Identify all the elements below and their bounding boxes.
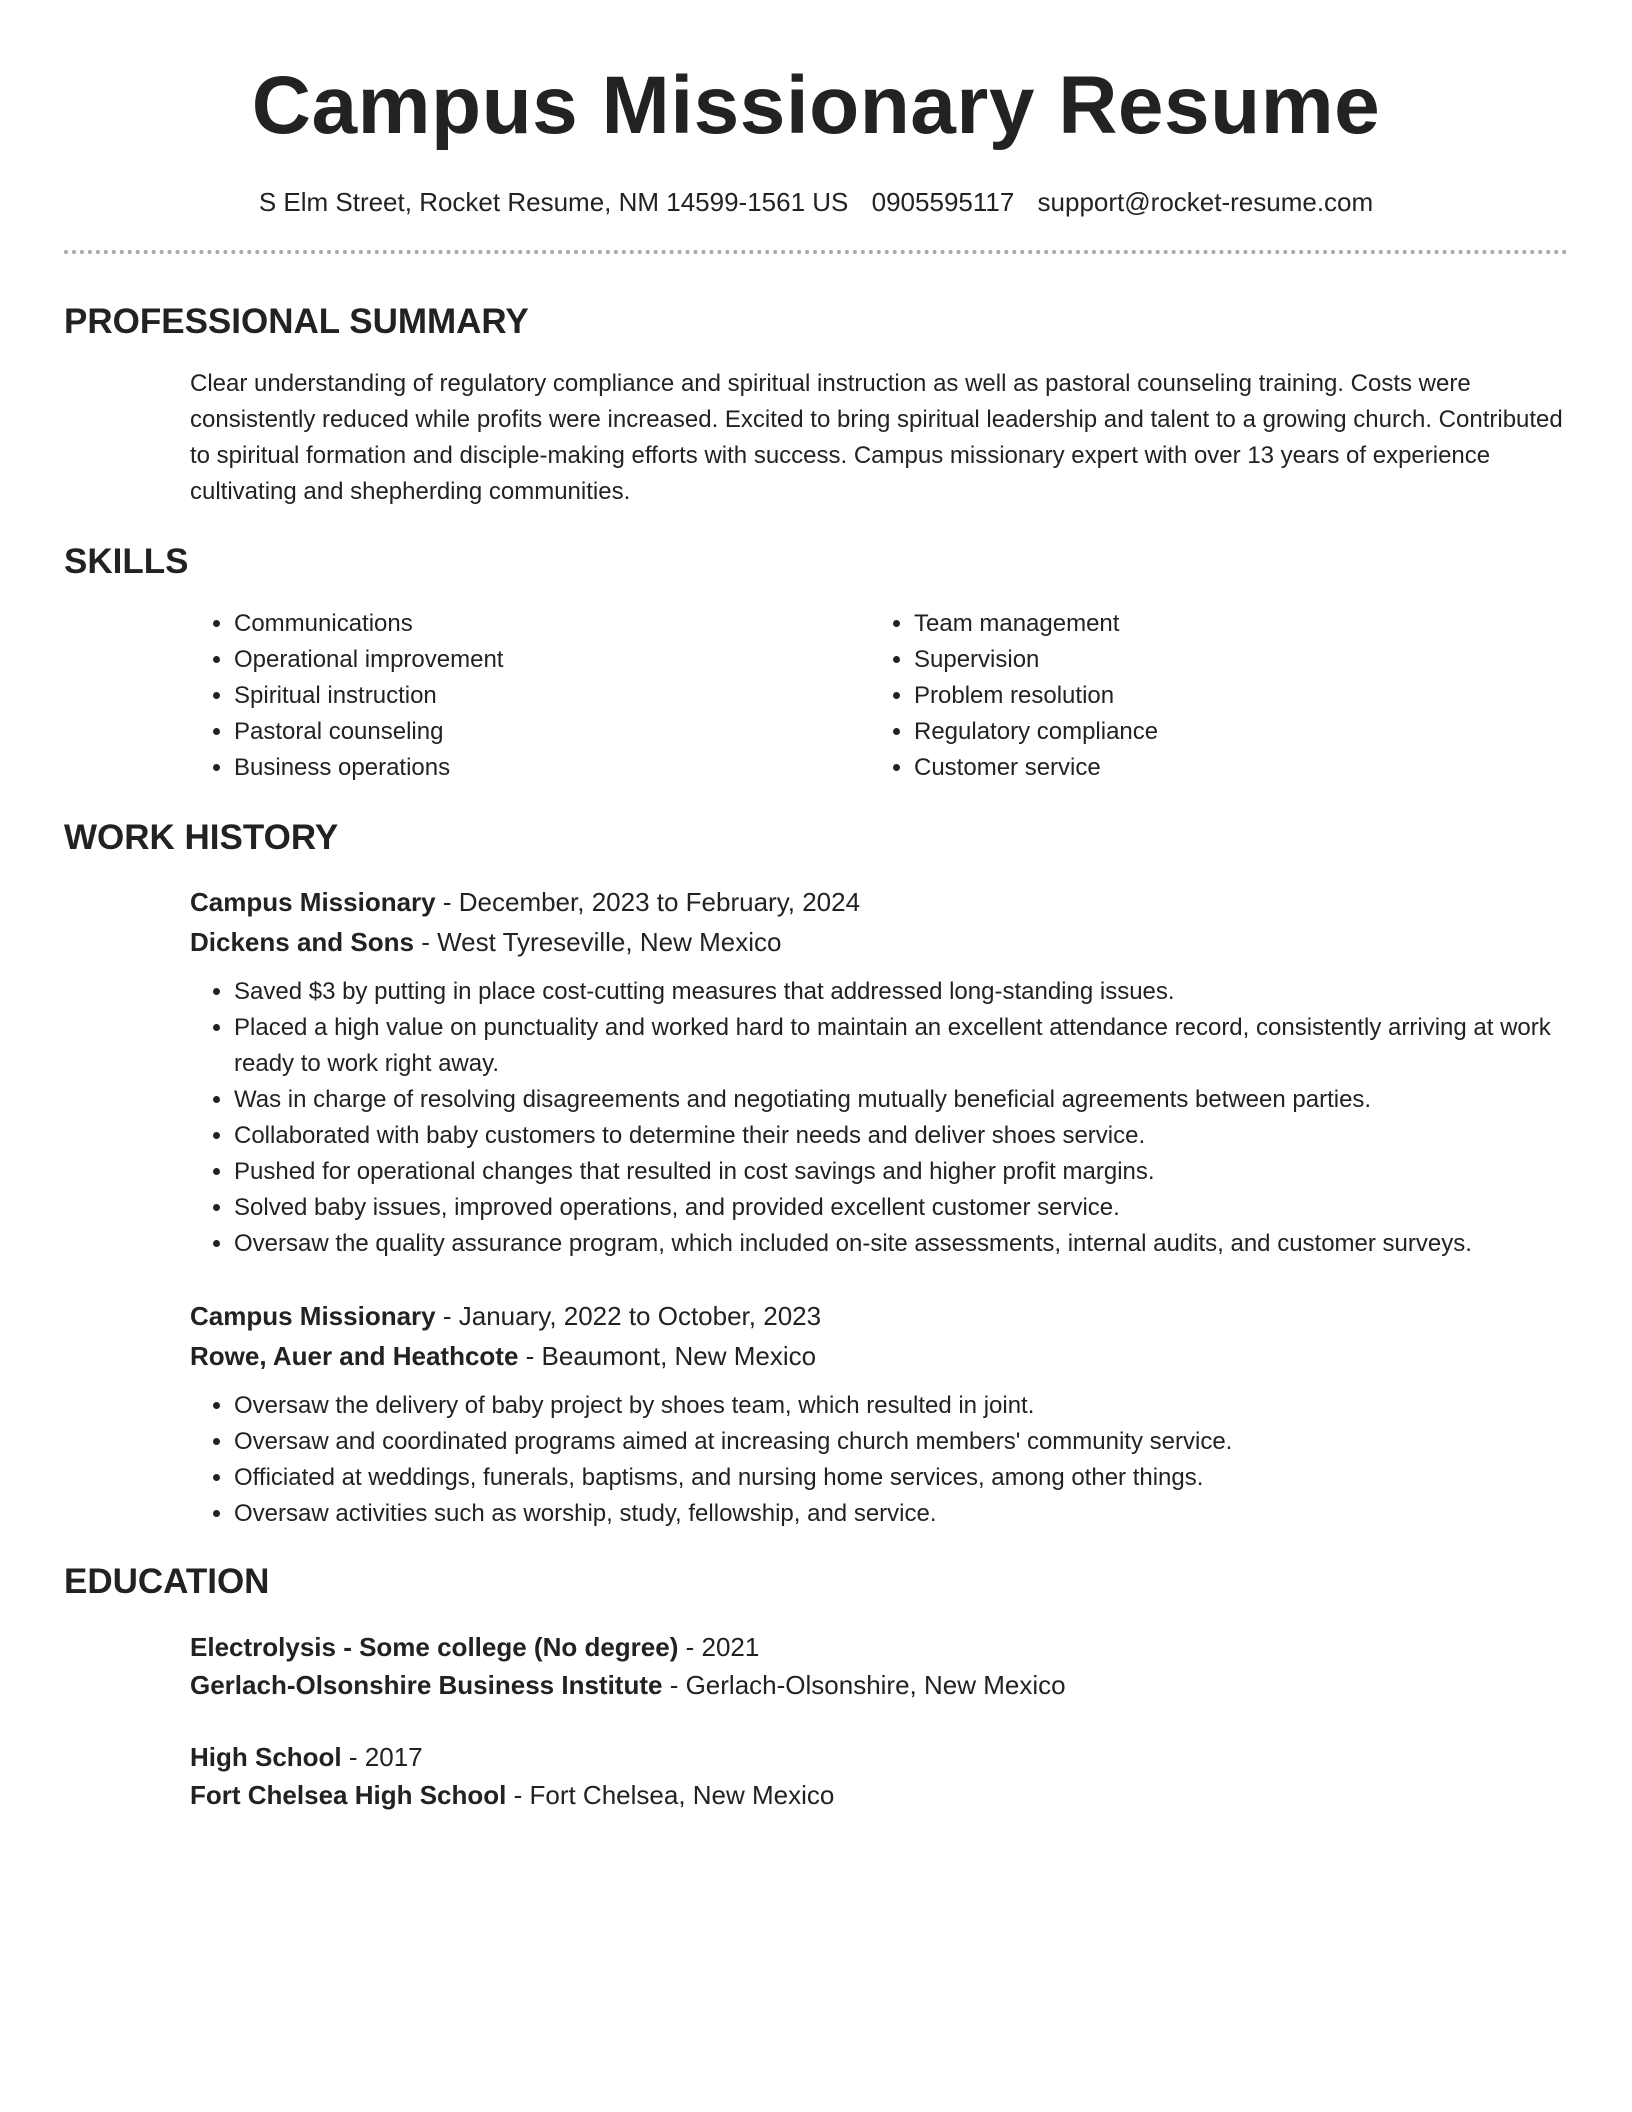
education-year: - 2017 [341,1742,423,1772]
job-bullets [190,974,1568,1262]
job-title-line [190,1296,1568,1336]
contact-email: support@rocket-resume.com [1037,187,1374,217]
skill-item: • Customer service [914,750,1158,786]
contact-phone: 0905595117 [871,187,1015,217]
job-bullet: • Pushed for operational changes that resulted in cost savings and higher profit margins. [234,1154,1568,1190]
header-divider [64,250,1568,254]
job-bullet: • Collaborated with baby customers to determine their needs and deliver shoes service. [234,1118,1568,1154]
contact-line [64,184,1568,220]
job-bullet: • Officiated at weddings, funerals, baptisms, and nursing home services, among other things. [234,1460,1568,1496]
education-entry [190,1738,1568,1814]
skill-item: • Pastoral counseling [234,714,870,750]
job-company: Dickens and Sons [190,927,414,957]
resume-title: Campus Missionary Resume [251,60,1381,151]
skill-item: • Business operations [234,750,870,786]
education-location: - Fort Chelsea, New Mexico [506,1780,835,1810]
skills-heading: SKILLS [64,542,189,581]
education-school-line [190,1776,1568,1814]
skill-item: • Supervision [914,642,1158,678]
education-school: Gerlach-Olsonshire Business Institute [190,1670,663,1700]
job-bullets [190,1388,1568,1532]
work-history-heading: WORK HISTORY [64,818,339,857]
skill-item: • Team management [914,606,1158,642]
job-bullet: • Placed a high value on punctuality and worked hard to maintain an excellent attendance record, consistently arriving at work ready to work right away. [234,1010,1568,1082]
skills-column-left [190,606,870,786]
job-role: Campus Missionary [190,1301,436,1331]
job-bullet: • Oversaw activities such as worship, study, fellowship, and service. [234,1496,1568,1532]
job-company-line [190,1336,1568,1376]
education-degree-line [190,1738,1568,1776]
contact-address: S Elm Street, Rocket Resume, NM 14599-1561 US [258,187,849,217]
education-degree: High School [190,1742,342,1772]
skill-item: • Operational improvement [234,642,870,678]
education-school: Fort Chelsea High School [190,1780,507,1810]
education-heading: EDUCATION [64,1562,270,1601]
education-year: - 2021 [678,1632,760,1662]
job-bullet: • Was in charge of resolving disagreements and negotiating mutually beneficial agreements between parties. [234,1082,1568,1118]
summary-text: Clear understanding of regulatory compliance and spiritual instruction as well as pastoral counseling training. Costs were consistently reduced while profits were increased. Excited to bring spiritual leadership and talent to a growing church. Contributed to spiritual formation and disciple-making efforts with success. Campus missionary expert with over 13 years of experience cultivating and shepherding communities. [190,370,1563,505]
resume-page [64,0,1568,1814]
job-bullet: • Solved baby issues, improved operations, and provided excellent customer service. [234,1190,1568,1226]
skills-list [190,606,1568,786]
skill-item: • Communications [234,606,870,642]
job-dates: - December, 2023 to February, 2024 [435,887,861,917]
education-location: - Gerlach-Olsonshire, New Mexico [662,1670,1066,1700]
job-location: - West Tyreseville, New Mexico [413,927,782,957]
education-school-line [190,1666,1568,1704]
education-degree: Electrolysis - Some college (No degree) [190,1632,679,1662]
skills-column-right [870,606,1158,786]
summary-heading: PROFESSIONAL SUMMARY [64,302,529,341]
education-entry [190,1628,1568,1704]
job-location: - Beaumont, New Mexico [518,1341,817,1371]
education-degree-line [190,1628,1568,1666]
job-company-line [190,922,1568,962]
job-bullet: • Oversaw and coordinated programs aimed at increasing church members' community service. [234,1424,1568,1460]
skill-item: • Regulatory compliance [914,714,1158,750]
skill-item: • Spiritual instruction [234,678,870,714]
job-bullet: • Oversaw the delivery of baby project by shoes team, which resulted in joint. [234,1388,1568,1424]
job-company: Rowe, Auer and Heathcote [190,1341,519,1371]
job-bullet: • Saved $3 by putting in place cost-cutting measures that addressed long-standing issues. [234,974,1568,1010]
skill-item: • Problem resolution [914,678,1158,714]
job-role: Campus Missionary [190,887,436,917]
job-entry [190,882,1568,1262]
job-bullet: • Oversaw the quality assurance program, which included on-site assessments, internal audits, and customer surveys. [234,1226,1568,1262]
job-dates: - January, 2022 to October, 2023 [435,1301,822,1331]
job-title-line [190,882,1568,922]
job-entry [190,1296,1568,1532]
